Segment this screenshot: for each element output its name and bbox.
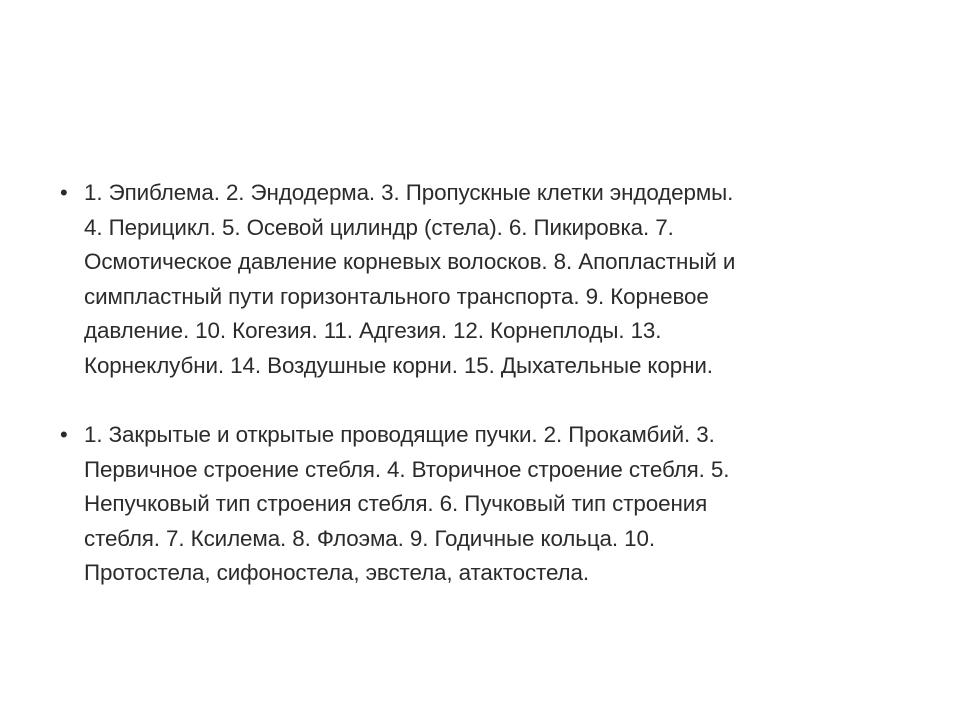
bullet-1-line-1: 1. Эпиблема. 2. Эндодерма. 3. Пропускные клетки эндодермы. <box>84 180 734 205</box>
bullet-2-line-1: 1. Закрытые и открытые проводящие пучки. 2. Прокамбий. 3. <box>84 422 715 447</box>
bullet-1-line-2: 4. Перицикл. 5. Осевой цилиндр (стела). 6. Пикировка. 7. <box>84 214 674 240</box>
bullet-1-line-5: давление. 10. Когезия. 11. Адгезия. 12. Корнеплоды. 13. <box>84 318 662 343</box>
bullet-icon: • <box>60 180 68 205</box>
bullet-1-line-3: Осмотическое давление корневых волосков. 8. Апопластный и <box>84 249 736 274</box>
bullet-item-2 <box>56 418 916 591</box>
bullet-2-line-5: Протостела, сифоностела, эвстела, атактостела. <box>84 560 589 585</box>
bullet-1-line-4: симпластный пути горизонтального транспорта. 9. Корневое <box>84 283 709 309</box>
bullet-item-1 <box>56 176 916 383</box>
bullet-2-line-3: Непучковый тип строения стебля. 6. Пучковый тип строения <box>84 491 708 516</box>
bullet-1-line-6: Корнеклубни. 14. Воздушные корни. 15. Дыхательные корни. <box>84 352 713 378</box>
bullet-list <box>56 176 916 591</box>
bullet-2-line-2: Первичное строение стебля. 4. Вторичное строение стебля. 5. <box>84 456 730 482</box>
bullet-2-line-4: стебля. 7. Ксилема. 8. Флоэма. 9. Годичные кольца. 10. <box>84 525 655 551</box>
bullet-icon: • <box>60 422 68 447</box>
